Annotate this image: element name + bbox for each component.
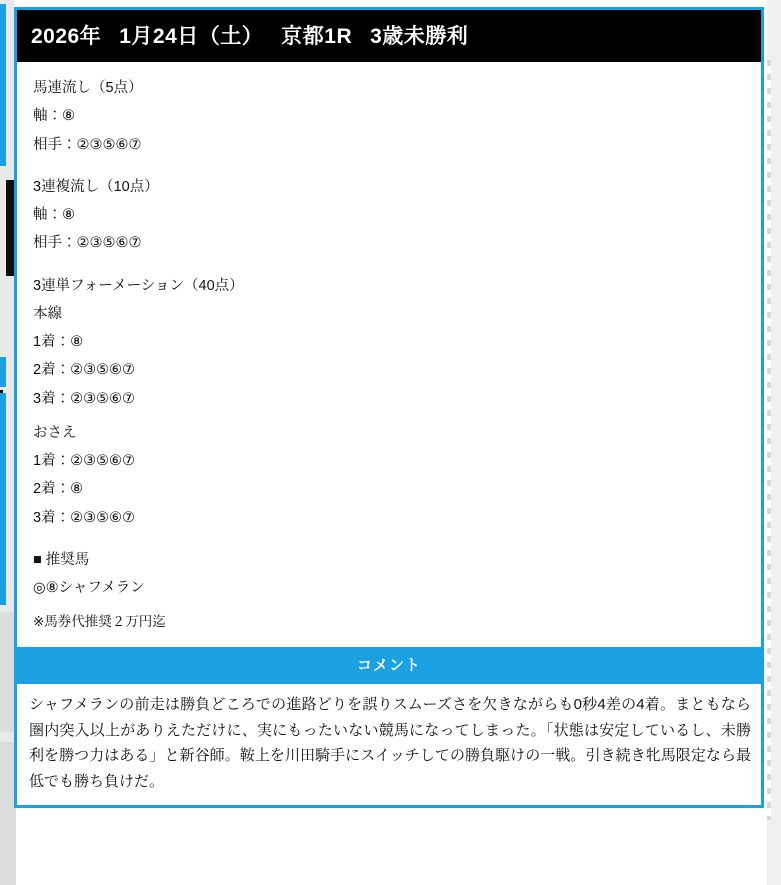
bet-line: 3着：②③⑤⑥⑦ (33, 390, 136, 407)
race-prediction-card (14, 7, 764, 808)
bet-subsection-label: 本線 (33, 305, 62, 322)
race-class: 3歳未勝利 (370, 25, 469, 48)
recommended-heading: ■ 推奨馬 (33, 551, 90, 568)
bet-line: 2着：②③⑤⑥⑦ (33, 362, 136, 379)
bet-line: 1着：②③⑤⑥⑦ (33, 453, 136, 470)
bet-group-umaren (33, 74, 745, 159)
bet-group-sanrenpuku (33, 173, 745, 258)
recommended-horse: ◎⑧シャフメラン (33, 580, 145, 597)
background-accent-bar-3 (0, 393, 6, 605)
bet-line: 1着：⑧ (33, 334, 84, 351)
bet-subsection-label: おさえ (33, 424, 77, 441)
bet-title: 3連複流し（10点） (33, 178, 159, 195)
recommended-horse-section (33, 546, 745, 603)
bet-group-sanrentan (33, 272, 745, 532)
background-right-texture (767, 60, 771, 820)
bet-line: 相手：②③⑤⑥⑦ (33, 235, 142, 252)
background-accent-bar-2 (0, 357, 6, 387)
race-title-header (17, 10, 761, 62)
comment-text: シャフメランの前走は勝負どころでの進路どりを誤りスムーズさを欠きながらも0秒4差の4着。まともなら圏内突入以上がありえただけに、実にもったいない競馬になってしまった。「状態は安定しているし、未勝利を勝つ力はある」と新谷師。鞍上を川田騎手にスイッチしての勝負駆けの一戦。引き続き牝馬限定なら最低でも勝ち負けだ。 (29, 695, 751, 791)
comment-section-header: コメント (17, 647, 761, 684)
race-year: 2026年 (31, 25, 102, 48)
bet-line: 軸：⑧ (33, 207, 75, 224)
race-number: 京都1R (281, 25, 353, 48)
bet-title: 馬連流し（5点） (33, 80, 143, 96)
bet-title: 3連単フォーメーション（40点） (33, 277, 244, 294)
prediction-body (17, 62, 761, 647)
bet-line: 相手：②③⑤⑥⑦ (33, 136, 142, 153)
bet-line: 2着：⑧ (33, 481, 84, 498)
bet-line: 3着：②③⑤⑥⑦ (33, 509, 136, 526)
race-date: 1月24日（土） (119, 25, 264, 48)
background-accent-bar-1 (0, 4, 6, 166)
budget-note: ※馬券代推奨２万円迄 (33, 613, 166, 629)
bet-line: 軸：⑧ (33, 108, 75, 125)
